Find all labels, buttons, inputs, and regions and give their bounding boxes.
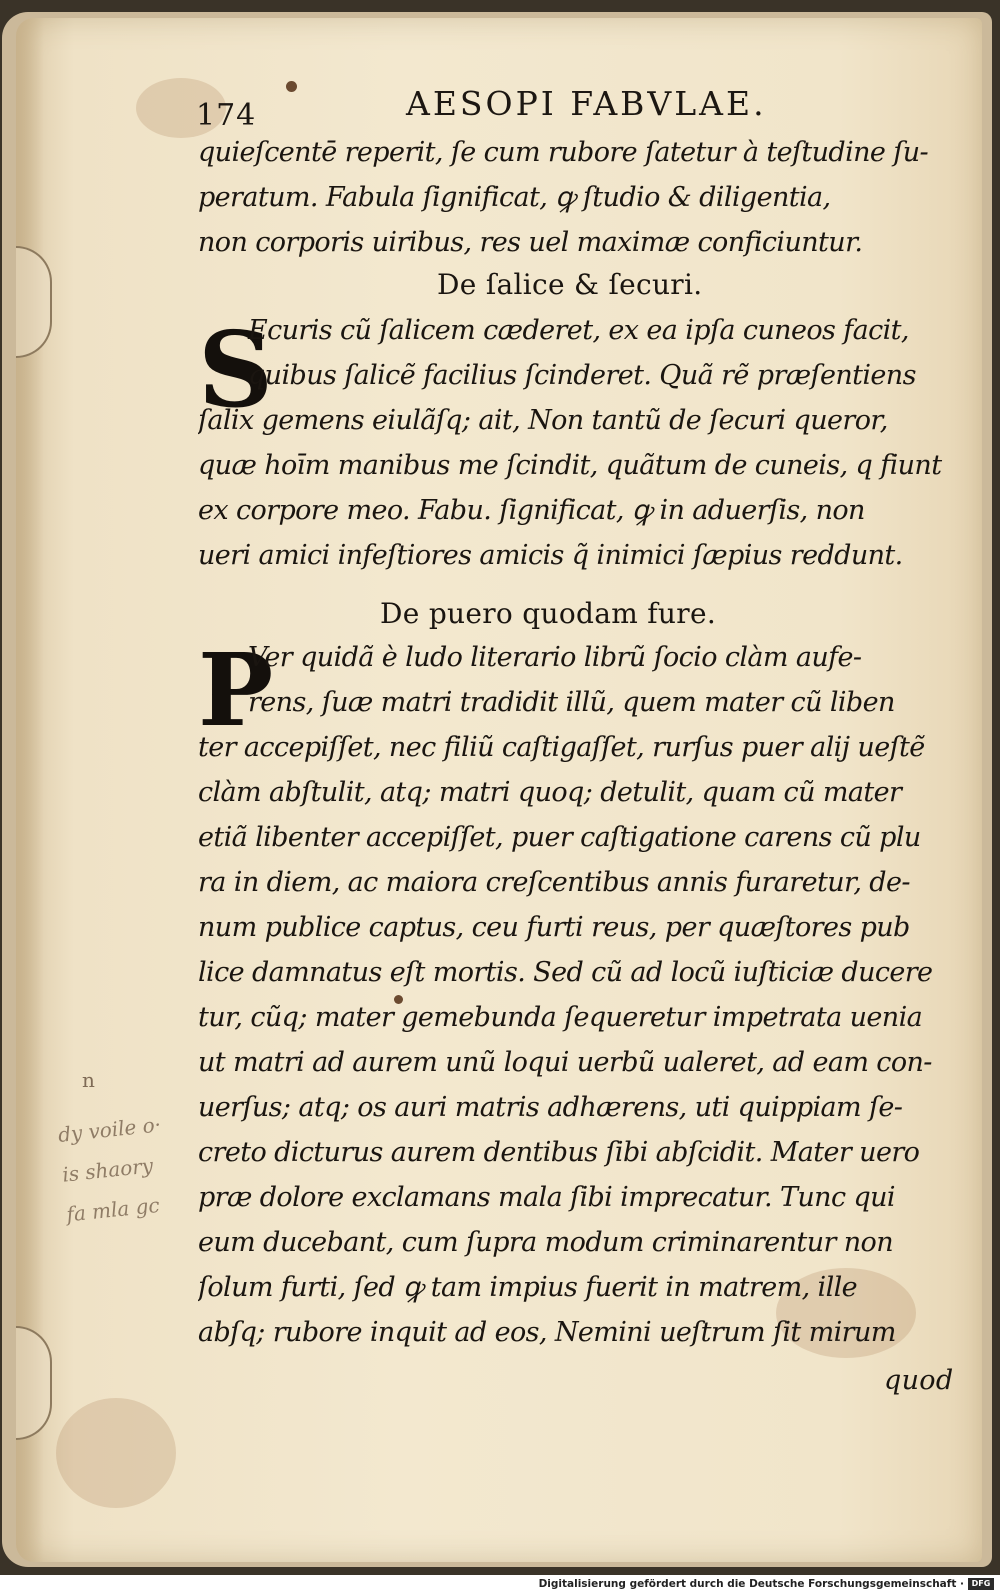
dfg-logo: DFG <box>968 1578 994 1590</box>
text-line: etiã libenter accepiſſet, puer caſtigatione carens cũ plu <box>198 822 921 853</box>
text-line: ueri amici infeſtiores amicis q̃ inimici ſæpius reddunt. <box>198 540 903 571</box>
digitization-credit: Digitalisierung gefördert durch die Deutsche Forschungsgemeinschaft · <box>538 1578 964 1590</box>
drop-cap-p: P <box>198 631 274 749</box>
page-number: 174 <box>196 98 257 133</box>
text-line: non corporis uiribus, res uel maximæ conficiuntur. <box>198 227 863 258</box>
drop-cap-s: S <box>198 308 274 431</box>
text-line: peratum. Fabula ſignificat, ꝙ ſtudio & diligentia, <box>198 182 831 213</box>
text-line: lice damnatus eſt mortis. Sed cũ ad locũ iuſticiæ ducere <box>198 957 933 988</box>
text-line: ſolum furti, ſed ꝙ tam impius fuerit in matrem, ille <box>198 1272 858 1303</box>
text-line: creto dicturus aurem dentibus ſibi abſcidit. Mater uero <box>198 1137 920 1168</box>
text-line: quieſcentē reperit, ſe cum rubore ſatetur à teſtudine ſu- <box>198 137 929 168</box>
text-line: quæ hoīm manibus me ſcindit, quãtum de cuneis, q fiunt <box>198 450 942 481</box>
fable-title-puer: De puero quodam fure. <box>380 597 717 630</box>
running-head <box>196 78 956 133</box>
fable-title-salix: De ſalice & ſecuri. <box>437 268 703 301</box>
text-line: Ver quidã è ludo literario librũ ſocio clàm aufe- <box>248 642 862 673</box>
page-tab-mark <box>16 246 52 358</box>
margin-note-line: fa mla gc <box>65 1192 161 1227</box>
page-tab-mark <box>16 1326 52 1440</box>
footer-strip <box>0 1575 1000 1593</box>
handwritten-margin-note <box>56 1102 198 1235</box>
fable-salix-text <box>198 308 968 578</box>
text-line: clàm abſtulit, atq; matri quoq; detulit, quam cũ mater <box>198 777 902 808</box>
margin-note-line: dy voile o· <box>56 1112 163 1147</box>
text-line: Ecuris cũ ſalicem cæderet, ex ea ipſa cuneos facit, <box>248 315 909 346</box>
text-line: uerſus; atq; os auri matris adhærens, uti quippiam ſe- <box>198 1092 903 1123</box>
fable-puer-text <box>198 631 968 1355</box>
text-line: præ dolore exclamans mala ſibi imprecatur. Tunc qui <box>198 1182 895 1213</box>
text-line: eum ducebant, cum ſupra modum criminarentur non <box>198 1227 893 1258</box>
text-line: ſalix gemens eiulãſq; ait, Non tantũ de ſecuri queror, <box>198 405 888 436</box>
text-line: ut matri ad aurem unũ loqui uerbũ ualeret, ad eam con- <box>198 1047 932 1078</box>
text-line: ter accepiſſet, nec filiũ caſtigaſſet, rurſus puer alij ueſtẽ <box>198 732 925 763</box>
text-line: num publice captus, ceu furti reus, per quæſtores pub <box>198 912 910 943</box>
intro-paragraph <box>198 130 968 265</box>
margin-note-line: is shaory <box>61 1153 155 1187</box>
margin-mark: n <box>82 1068 95 1092</box>
text-line: abſq; rubore inquit ad eos, Nemini ueſtrum ſit mirum <box>198 1317 896 1348</box>
catchword: quod <box>884 1365 954 1396</box>
text-line: ex corpore meo. Fabu. ſignificat, ꝙ in aduerſis, non <box>198 495 865 526</box>
text-line: ra in diem, ac maiora creſcentibus annis furaretur, de- <box>198 867 910 898</box>
paper-stain <box>56 1398 176 1508</box>
book-title: AESOPI FABVLAE. <box>406 84 767 123</box>
text-line: rens, ſuæ matri tradidit illũ, quem mater cũ liben <box>248 687 895 718</box>
text-line: quibus ſalicẽ facilius ſcinderet. Quã rẽ præſentiens <box>248 360 916 391</box>
text-line: tur, cũq; mater gemebunda ſequeretur impetrata uenia <box>198 1002 923 1033</box>
